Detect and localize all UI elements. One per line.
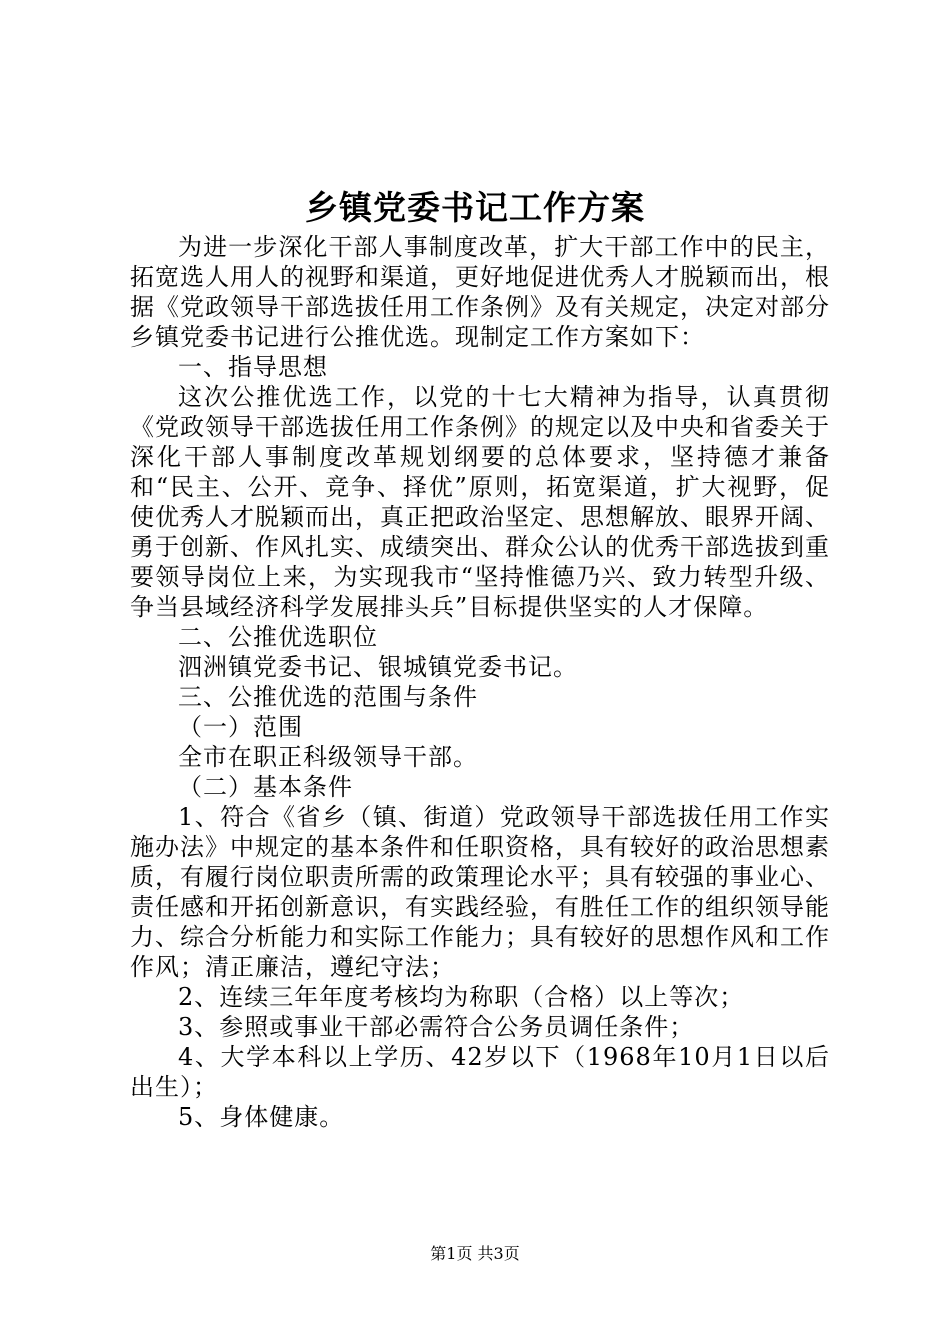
page-indicator: 第1页 共3页 xyxy=(430,1244,520,1263)
section-heading-scope-conditions: 三、公推优选的范围与条件 xyxy=(178,683,478,711)
document-body xyxy=(130,232,830,1132)
document-title: 乡镇党委书记工作方案 xyxy=(305,188,645,227)
condition-item-5: 5、身体健康。 xyxy=(178,1103,345,1131)
condition-item-4: 4、大学本科以上学历、42岁以下（1968年10月1日以后出生）； xyxy=(130,1043,830,1101)
condition-item-1: 1、符合《省乡（镇、街道）党政领导干部选拔任用工作实施办法》中规定的基本条件和任职资格，具有较好的政治思想素质，有履行岗位职责所需的政策理论水平；具有较强的事业心、责任感和开拓创新意识，有实践经验，有胜任工作的组织领导能力、综合分析能力和实际工作能力；具有较好的思想作风和工作作风；清正廉洁，遵纪守法； xyxy=(130,803,830,981)
scope-paragraph: 全市在职正科级领导干部。 xyxy=(178,743,478,771)
section-heading-positions: 二、公推优选职位 xyxy=(178,623,378,651)
condition-item-2: 2、连续三年年度考核均为称职（合格）以上等次； xyxy=(178,983,745,1011)
intro-paragraph: 为进一步深化干部人事制度改革，扩大干部工作中的民主，拓宽选人用人的视野和渠道，更好地促进优秀人才脱颖而出，根据《党政领导干部选拔任用工作条例》及有关规定，决定对部分乡镇党委书记进行公推优选。现制定工作方案如下： xyxy=(130,233,830,351)
section-heading-guiding-thought: 一、指导思想 xyxy=(178,353,328,381)
guiding-thought-paragraph: 这次公推优选工作，以党的十七大精神为指导，认真贯彻《党政领导干部选拔任用工作条例》的规定以及中央和省委关于深化干部人事制度改革规划纲要的总体要求，坚持德才兼备和“民主、公开、竞争、择优”原则，拓宽渠道，扩大视野，促使优秀人才脱颖而出，真正把政治坚定、思想解放、眼界开阔、勇于创新、作风扎实、成绩突出、群众公认的优秀干部选拔到重要领导岗位上来，为实现我市“坚持惟德乃兴、致力转型升级、争当县域经济科学发展排头兵”目标提供坚实的人才保障。 xyxy=(130,383,830,621)
subsection-heading-basic-conditions: （二）基本条件 xyxy=(178,773,353,801)
subsection-heading-scope: （一）范围 xyxy=(178,713,303,741)
positions-paragraph: 泗洲镇党委书记、银城镇党委书记。 xyxy=(178,653,578,681)
condition-item-3: 3、参照或事业干部必需符合公务员调任条件； xyxy=(178,1013,695,1041)
